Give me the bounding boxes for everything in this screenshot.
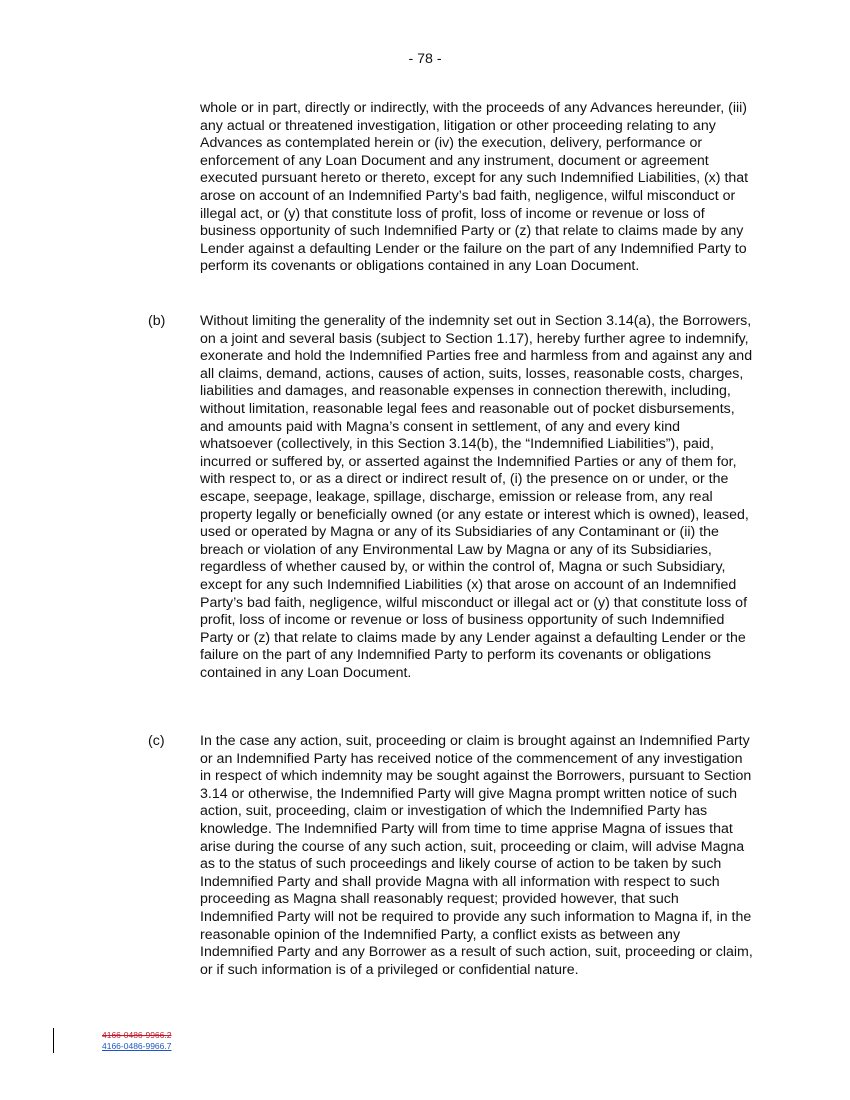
page-number: - 78 -: [408, 51, 442, 67]
paragraph-b-label: (b): [148, 313, 166, 329]
paragraph-c-label: (c): [148, 733, 165, 749]
paragraph-a-continuation: whole or in part, directly or indirectly, with the proceeds of any Advances hereunder, (iii) any actual or threatened investigation, litigation or other proceeding relating to any Advances as contemplated herein or (iv) the execution, delivery, performance or enforcement of any Loan Document and any instrument, document or agreement executed pursuant hereto or thereto, except for any such Indemnified Liabilities, (x) that arose on account of an Indemnified Party’s bad faith, negligence, wilful misconduct or illegal act, or (y) that constitute loss of profit, loss of income or revenue or loss of business opportunity of such Indemnified Party or (z) that relate to claims made by any Lender against a defaulting Lender or the failure on the part of any Indemnified Party to perform its covenants or obligations contained in any Loan Document.: [200, 100, 749, 275]
doc-id-inserted: 4166-0486-9966.7: [102, 1041, 172, 1051]
doc-id-deleted: 4166-0486-9966.2: [102, 1030, 172, 1040]
revision-change-bar: [53, 1028, 54, 1053]
paragraph-c-text: In the case any action, suit, proceeding or claim is brought against an Indemnified Party or an Indemnified Party has received notice of the commencement of any investigation in respect of which indemnity may be sought against the Borrowers, pursuant to Section 3.14 or otherwise, the Indemnified Party will give Magna prompt written notice of such action, suit, proceeding, claim or investigation of which the Indemnified Party has knowledge. The Indemnified Party will from time to time apprise Magna of issues that arise during the course of any such action, suit, proceeding or claim, will advise Magna as to the status of such proceedings and likely course of action to be taken by such Indemnified Party and shall provide Magna with all information with respect to such proceeding as Magna shall reasonably request; provided however, that such Indemnified Party will not be required to provide any such information to Magna if, in the reasonable opinion of the Indemnified Party, a conflict exists as between any Indemnified Party and any Borrower as a result of such action, suit, proceeding or claim, or if such information is of a privileged or confidential nature.: [200, 733, 753, 978]
paragraph-b-text: Without limiting the generality of the indemnity set out in Section 3.14(a), the Borrowers, on a joint and several basis (subject to Section 1.17), hereby further agree to indemnify, exonerate and hold the Indemnified Parties free and harmless from and against any and all claims, demand, actions, causes of action, suits, losses, reasonable costs, charges, liabilities and damages, and reasonable expenses in connection therewith, including, without limitation, reasonable legal fees and reasonable out of pocket disbursements, and amounts paid with Magna’s consent in settlement, of any and every kind whatsoever (collectively, in this Section 3.14(b), the “Indemnified Liabilities”), paid, incurred or suffered by, or asserted against the Indemnified Parties or any of them for, with respect to, or as a direct or indirect result of, (i) the presence on or under, or the escape, seepage, leakage, spillage, discharge, emission or release from, any real property legally or beneficially owned (or any estate or interest which is owned), leased, used or operated by Magna or any of its Subsidiaries of any Contaminant or (ii) the breach or violation of any Environmental Law by Magna or any of its Subsidiaries, regardless of whether caused by, or within the control of, Magna or such Subsidiary, except for any such Indemnified Liabilities (x) that arose on account of an Indemnified Party’s bad faith, negligence, wilful misconduct or illegal act or (y) that constitute loss of profit, loss of income or revenue or loss of business opportunity of such Indemnified Party or (z) that relate to claims made by any Lender against a defaulting Lender or the failure on the part of any Indemnified Party to perform its covenants or obligations contained in any Loan Document.: [200, 313, 753, 681]
